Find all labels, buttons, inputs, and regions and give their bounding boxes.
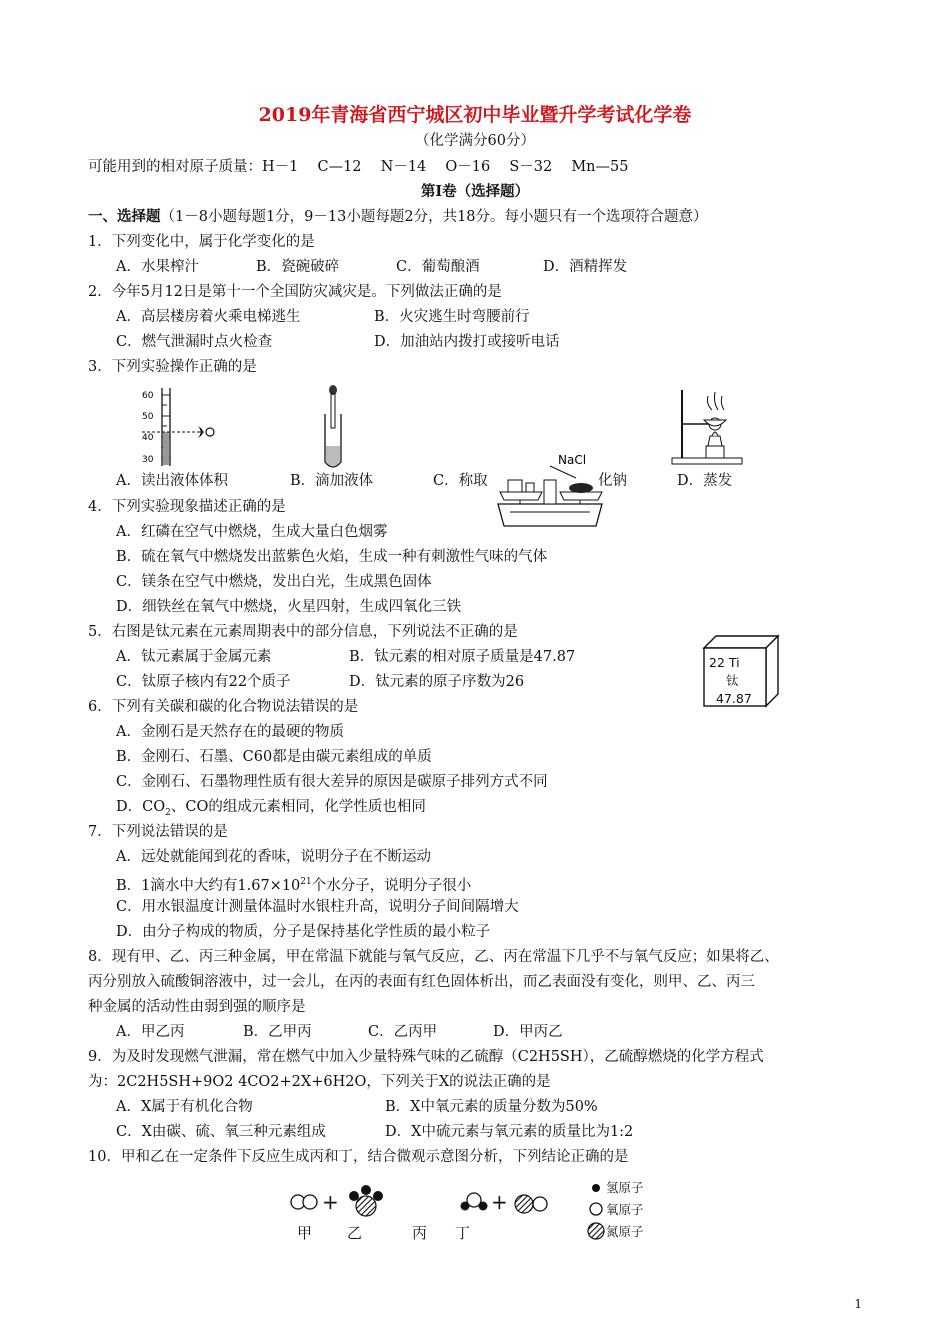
q2-option-a: A．高层楼房着火乘电梯逃生 <box>116 309 301 325</box>
q6-option-b: B．金刚石、石墨、C60都是由碳元素组成的单质 <box>116 749 432 765</box>
balance-figure <box>490 450 610 532</box>
dropper-figure <box>318 384 348 472</box>
yi-nitrogen-atom <box>356 1196 376 1216</box>
graduated-cylinder-figure <box>138 386 220 468</box>
page-title: 2019年青海省西宁城区初中毕业暨升学考试化学卷 <box>258 104 692 126</box>
q6-stem: 6．下列有关碳和碳的化合物说法错误的是 <box>88 699 359 715</box>
atomic-mass-line: 可能用到的相对原子质量：H－1 C—12 N－14 O－16 S－32 Mn—55 <box>88 159 629 175</box>
section-title: 第Ⅰ卷（选择题） <box>420 183 530 200</box>
nitrogen-legend-icon <box>588 1223 604 1239</box>
q9-option-d: D．X中硫元素与氧元素的质量比为1:2 <box>385 1124 634 1140</box>
label-jia: 甲 <box>297 1224 313 1242</box>
tick-30: 30 <box>142 455 154 465</box>
q4-option-c: C．镁条在空气中燃烧，发出白光，生成黑色固体 <box>116 574 432 590</box>
label-yi: 乙 <box>347 1224 363 1242</box>
q2-option-d: D．加油站内拨打或接听电话 <box>374 334 560 350</box>
part1-desc: （1－8小题每题1分，9－13小题每题2分，共18分。每小题只有一个选项符合题意） <box>160 209 708 225</box>
legend-hydrogen: 氢原子 <box>606 1180 644 1195</box>
label-ding: 丁 <box>455 1224 471 1242</box>
q4-stem: 4．下列实验现象描述正确的是 <box>88 499 286 515</box>
q6-option-d: D．$CO_2$、CO的组成元素相同，化学性质也相同 <box>116 799 426 818</box>
q7-option-c: C．用水银温度计测量体温时水银柱升高，说明分子间间隔增大 <box>116 899 519 915</box>
q3-option-b: B．滴加液体 <box>290 473 374 489</box>
q3-option-c-tail: 化钠 <box>598 473 627 489</box>
q4-option-a: A．红磷在空气中燃烧，生成大量白色烟雾 <box>116 524 388 540</box>
q8-option-a: A．甲乙丙 <box>116 1024 185 1040</box>
tile-atomic-mass: 47.87 <box>716 691 752 706</box>
q9-line2: 为：2C2H5SH+9O2 4CO2+2X+6H2O，下列关于X的说法正确的是 <box>88 1074 551 1090</box>
q5-option-d: D．钛元素的原子序数为26 <box>349 674 525 690</box>
q10-stem: 10．甲和乙在一定条件下反应生成丙和丁，结合微观示意图分析，下列结论正确的是 <box>88 1149 629 1165</box>
q1-option-b: B．瓷碗破碎 <box>256 259 340 275</box>
q1-option-d: D．酒精挥发 <box>543 259 628 275</box>
score-note: （化学满分60分） <box>415 133 535 149</box>
q9-option-c: C．X由碳、硫、氧三种元素组成 <box>116 1124 326 1140</box>
legend-nitrogen: 氮原子 <box>606 1224 644 1239</box>
q7-option-b: B．1滴水中大约有$1.67\times 10^{21}$个水分子，说明分子很小 <box>116 877 472 894</box>
plus-sign: + <box>322 1190 339 1214</box>
tile-element-name: 钛 <box>726 673 739 688</box>
atom-legend <box>586 1180 606 1246</box>
q8-option-b: B．乙甲丙 <box>243 1024 312 1040</box>
q5-stem: 5．右图是钛元素在元素周期表中的部分信息，下列说法不正确的是 <box>88 624 518 640</box>
q3-stem: 3．下列实验操作正确的是 <box>88 359 257 375</box>
part1-head: 一、选择题 <box>88 208 161 225</box>
q2-option-b: B．火灾逃生时弯腰前行 <box>374 309 530 325</box>
q6-option-c: C．金刚石、石墨物理性质有很大差异的原因是碳原子排列方式不同 <box>116 774 548 790</box>
q3-option-d: D．蒸发 <box>677 473 733 489</box>
q5-option-b: B．钛元素的相对原子质量是47.87 <box>349 649 576 665</box>
q8-line2: 丙分别放入硫酸铜溶液中，过一会儿，在丙的表面有红色固体析出，而乙表面没有变化，则甲、乙、丙三 <box>88 974 755 990</box>
q1-stem: 1．下列变化中，属于化学变化的是 <box>88 234 315 250</box>
q8-option-c: C．乙丙甲 <box>368 1024 438 1040</box>
label-bing: 丙 <box>412 1224 428 1242</box>
q4-option-b: B．硫在氧气中燃烧发出蓝紫色火焰，生成一种有刺激性气味的气体 <box>116 549 548 565</box>
q5-option-a: A．钛元素属于金属元素 <box>116 649 272 665</box>
tick-40: 40 <box>142 433 154 443</box>
page-number: 1 <box>854 1297 862 1311</box>
legend-oxygen: 氧原子 <box>606 1202 644 1217</box>
q8-option-d: D．甲丙乙 <box>493 1024 563 1040</box>
q9-line1: 9．为及时发现燃气泄漏，常在燃气中加入少量特殊气味的乙硫醇（C2H5SH），乙硫醇燃烧的化学方程式 <box>88 1049 764 1065</box>
q5-option-c: C．钛原子核内有22个质子 <box>116 674 291 690</box>
q7-stem: 7．下列说法错误的是 <box>88 824 228 840</box>
q8-line3: 种金属的活动性由弱到强的顺序是 <box>88 999 306 1015</box>
plus-sign: + <box>491 1190 508 1214</box>
q9-option-a: A．X属于有机化合物 <box>116 1099 253 1115</box>
q4-option-d: D．细铁丝在氧气中燃烧，火星四射，生成四氧化三铁 <box>116 599 462 615</box>
q3-option-c: C．称取 <box>433 473 488 489</box>
q1-option-c: C．葡萄酿酒 <box>396 259 480 275</box>
nacl-label: NaCl <box>558 453 587 467</box>
tick-50: 50 <box>142 412 154 422</box>
q6-option-a: A．金刚石是天然存在的最硬的物质 <box>116 724 344 740</box>
oxygen-legend-icon <box>590 1203 602 1215</box>
jia-oxygen-atom <box>303 1195 317 1209</box>
evaporation-figure <box>668 384 748 466</box>
tick-60: 60 <box>142 391 154 401</box>
q2-option-c: C．燃气泄漏时点火检查 <box>116 334 273 350</box>
q7-option-a: A．远处就能闻到花的香味，说明分子在不断运动 <box>116 849 431 865</box>
q1-option-a: A．水果榨汁 <box>116 259 199 275</box>
q8-line1: 8．现有甲、乙、丙三种金属，甲在常温下就能与氧气反应，乙、丙在常温下几乎不与氧气反应；如果将乙、 <box>88 949 779 965</box>
q7-option-d: D．由分子构成的物质，分子是保持基化学性质的最小粒子 <box>116 924 491 940</box>
q3-option-a: A．读出液体体积 <box>116 473 228 489</box>
part1-heading <box>88 208 708 226</box>
tile-number-symbol: 22 Ti <box>709 655 740 670</box>
q9-option-b: B．X中氧元素的质量分数为50% <box>385 1099 598 1115</box>
q2-stem: 2．今年5月12日是第十一个全国防灾减灾是。下列做法正确的是 <box>88 284 502 300</box>
hydrogen-legend-icon <box>592 1184 600 1192</box>
